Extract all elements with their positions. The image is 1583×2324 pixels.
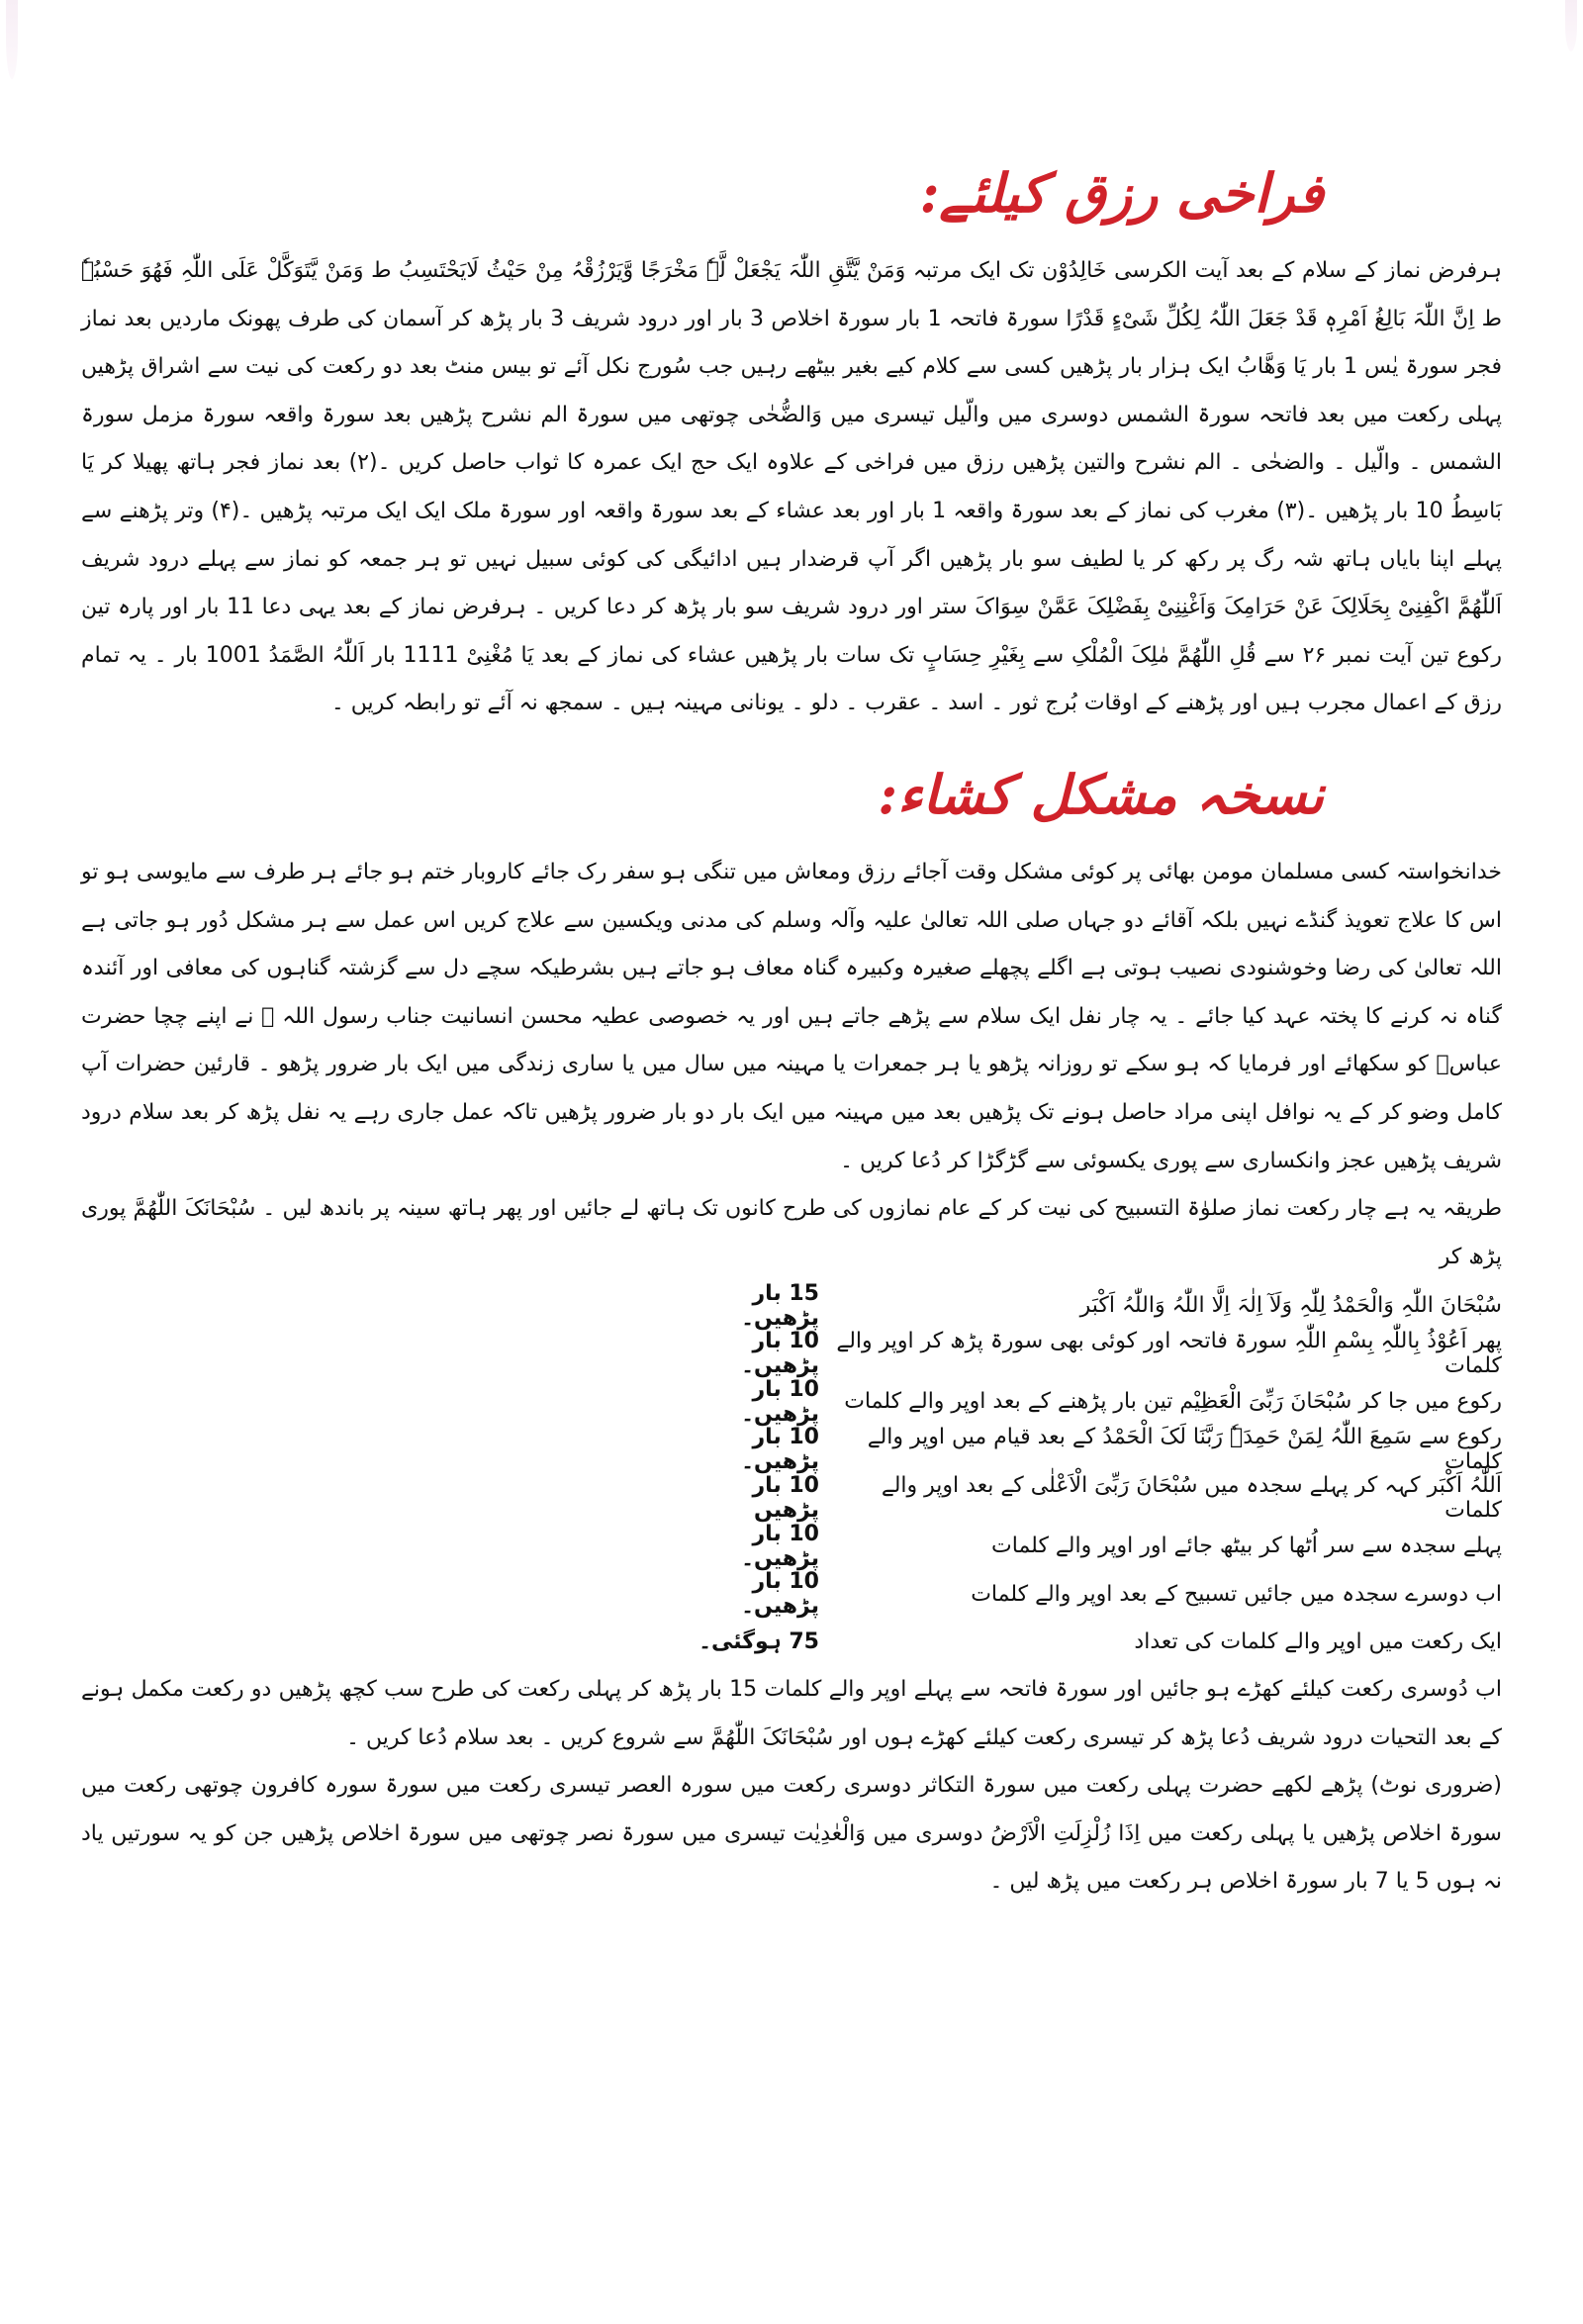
rizq-paragraph: ہرفرض نماز کے سلام کے بعد آیت الکرسی خَالِدُوْن تک ایک مرتبہ وَمَنْ یَّتَّقِ اللّٰہَ یَجْعَلْ لَّہٗ مَخْرَجًا وَّیَرْزُقْہُ مِنْ حَیْثُ لَایَحْتَسِبُ ط وَمَنْ یَّتَوَکَّلْ عَلَی اللّٰہِ فَھُوَ حَسْبُہٗ ط اِنَّ اللّٰہَ بَالِغُ اَمْرِہٖ قَدْ جَعَلَ اللّٰہُ لِکُلِّ شَیْءٍ قَدْرًا سورۃ فاتحہ 1 بار سورۃ اخلاص 3 بار اور درود شریف 3 بار پڑھ کر آسمان کی طرف پھونک ماردیں بعد نماز فجر سورۃ یٰس 1 بار یَا وَھَّابُ ایک ہزار بار پڑھیں کسی سے کلام کیے بغیر بیٹھے رہیں جب سُورج نکل آئے تو بیس منٹ بعد دو رکعت کی نیت سے اشراق پڑھیں پہلی رکعت میں بعد فاتحہ سورۃ الشمس دوسری میں والّیل تیسری میں وَالضُّحٰی چوتھی میں سورۃ الم نشرح پڑھیں بعد سورۃ واقعہ سورۃ مزمل سورۃ الشمس ۔ والّیل ۔ والضحٰی ۔ الم نشرح والتین پڑھیں رزق میں فراخی کے علاوہ ایک حج ایک عمرہ کا ثواب حاصل کریں ۔(۲) بعد نماز فجر ہاتھ پھیلا کر یَا بَاسِطُ 10 بار پڑھیں ۔(۳) مغرب کی نماز کے بعد سورۃ واقعہ 1 بار اور بعد عشاء کے بعد سورۃ واقعہ اور سورۃ ملک ایک ایک مرتبہ پڑھیں ۔(۴) وتر پڑھنے سے پہلے اپنا بایاں ہاتھ شہ رگ پر رکھ کر یا لطیف سو بار پڑھیں اگر آپ قرضدار ہیں ادائیگی کی کوئی سبیل نہیں تو ہر جمعہ کو نماز سے پہلے درود شریف اَللّٰھُمَّ اکْفِنِیْ بِحَلَالِکَ عَنْ حَرَامِکَ وَاَغْنِنِیْ بِفَضْلِکَ عَمَّنْ سِوَاکَ ستر اور درود شریف سو بار پڑھ کر دعا کریں ۔ ہرفرض نماز کے بعد یہی دعا 11 بار اور پارہ تین رکوع تین آیت نمبر ۲۶ سے قُلِ اللّٰھُمَّ مٰلِکَ الْمُلْکِ سے بِغَیْرِ حِسَابٍ تک سات بار پڑھیں عشاء کی نماز کے بعد یَا مُغْنِیْ 1111 بار اَللّٰہُ الصَّمَدُ 1001 بار ۔ یہ تمام رزق کے اعمال مجرب ہیں اور پڑھنے کے اوقات بُرج ثور ۔ اسد ۔ عقرب ۔ دلو ۔ یونانی مہینہ ہیں ۔ سمجھ نہ آئے تو رابطہ کریں ۔ [81, 258, 1503, 716]
page-corner-decoration [1565, 0, 1577, 51]
step-count: 10 بار پڑھیں۔ [741, 1425, 819, 1475]
step-text: اَللّٰہُ اَکْبَر کہہ کر پہلے سجدہ میں سُبْحَانَ رَبِّیَ الْاَعْلٰی کے بعد اوپر والے کلمات [881, 1472, 1502, 1523]
method-paragraph: طریقہ یہ ہے چار رکعت نماز صلوٰۃ التسبیح کی نیت کر کے عام نمازوں کی طرح کانوں تک ہاتھ لے جائیں اور پھر ہاتھ سینہ پر باندھ لیں ۔ سُبْحَانَکَ اللّٰھُمَّ پوری پڑھ کر [81, 1196, 1502, 1269]
list-item [81, 1618, 1502, 1666]
page-corner-decoration [6, 0, 18, 79]
list-item [81, 1474, 1502, 1523]
document-page [81, 148, 1502, 1906]
list-item [81, 1426, 1502, 1474]
second-rakat-paragraph: اب دُوسری رکعت کیلئے کھڑے ہو جائیں اور سورۃ فاتحہ سے پہلے اوپر والے کلمات 15 بار پڑھ کر پہلی رکعت کی طرح سب کچھ پڑھیں دو رکعت مکمل ہونے کے بعد التحیات درود شریف دُعا پڑھ کر تیسری رکعت کیلئے کھڑے ہوں اور سُبْحَانَکَ اللّٰھُمَّ سے شروع کریں ۔ بعد سلام دُعا کریں ۔ [81, 1677, 1502, 1750]
list-item [81, 1377, 1502, 1426]
list-item [81, 1570, 1502, 1619]
important-note-paragraph: (ضروری نوٹ) پڑھے لکھے حضرت پہلی رکعت میں سورۃ التکاثر دوسری رکعت میں سورہ العصر تیسری رکعت میں سورۃ سورہ کافرون چوتھی رکعت میں سورۃ اخلاص پڑھیں یا پہلی رکعت میں اِذَا زُلْزِلَتِ الْاَرْضُ دوسری میں وَالْعٰدِیٰت تیسری میں سورۃ نصر چوتھی میں سورۃ اخلاص پڑھیں جن کو یہ سورتیں یاد نہ ہوں 5 یا 7 بار سورۃ اخلاص ہر رکعت میں پڑھ لیں ۔ [81, 1773, 1502, 1895]
tasbih-steps-list [81, 1281, 1502, 1666]
step-text: ایک رکعت میں اوپر والے کلمات کی تعداد [1134, 1629, 1502, 1655]
mushkil-kusha-intro: خدانخواستہ کسی مسلمان مومن بھائی پر کوئی مشکل وقت آجائے رزق ومعاش میں تنگی ہو سفر رک جائے کاروبار ختم ہو جائے ہر طرف سے مایوسی ہو تو اس کا علاج تعویذ گنڈے نہیں بلکہ آقائے دو جہاں صلی اللہ تعالیٰ علیہ وآلہ وسلم کی مدنی ویکسین سے علاج کریں اس عمل سے ہر مشکل دُور ہو جاتی ہے اللہ تعالیٰ کی رضا وخوشنودی نصیب ہوتی ہے اگلے پچھلے صغیرہ وکبیرہ گناہ معاف ہو جاتے ہیں بشرطیکہ سچے دل سے گزشتہ گناہوں کی معافی اور آئندہ گناہ نہ کرنے کا پختہ عہد کیا جائے ۔ یہ چار نفل ایک سلام سے پڑھے جاتے ہیں اور یہ خصوصی عطیہ محسن انسانیت جناب رسول اللہ ﷺ نے اپنے چچا حضرت عباسؓ کو سکھائے اور فرمایا کہ ہو سکے تو روزانہ پڑھو یا ہر جمعرات یا مہینہ میں سال میں یا ساری زندگی میں ایک بار ضرور پڑھو ۔ قارئین حضرات آپ کامل وضو کر کے یہ نوافل اپنی مراد حاصل ہونے تک پڑھیں بعد میں مہینہ میں ایک بار دو بار ضرور پڑھیں تاکہ عمل جاری رہے یہ نفل پڑھ کر بعد سلام درود شریف پڑھیں عجز وانکساری سے پوری یکسوئی سے گڑگڑا کر دُعا کریں ۔ [81, 859, 1502, 1173]
step-text: پہلے سجدہ سے سر اُٹھا کر بیٹھ جائے اور اوپر والے کلمات [991, 1534, 1502, 1559]
section-heading-rizq: فراخی رزق کیلئے: [919, 161, 1324, 225]
step-count: 15 بار پڑھیں۔ [741, 1280, 819, 1331]
step-text: رکوع میں جا کر سُبْحَانَ رَبِّیَ الْعَظِیْم تین بار پڑھنے کے بعد اوپر والے کلمات [844, 1389, 1502, 1415]
list-item [81, 1281, 1502, 1330]
list-item [81, 1330, 1502, 1378]
step-text: رکوع سے سَمِعَ اللّٰہُ لِمَنْ حَمِدَہٗ رَبَّنَا لَکَ الْحَمْدُ کے بعد قیام میں اوپر والے کلمات [867, 1425, 1502, 1475]
step-count: 75 ہوگئی۔ [698, 1629, 819, 1655]
step-count: 10 بار پڑھیں۔ [741, 1521, 819, 1571]
step-text: سُبْحَانَ اللّٰہِ وَالْحَمْدُ لِلّٰہِ وَلَآ اِلٰہَ اِلَّا اللّٰہُ وَاللّٰہُ اَکْبَر [1079, 1293, 1502, 1319]
step-count: 10 بار پڑھیں۔ [741, 1329, 819, 1379]
step-count: 10 بار پڑھیں [752, 1472, 819, 1523]
step-text: اب دوسرے سجدہ میں جائیں تسبیح کے بعد اوپر والے کلمات [971, 1581, 1502, 1607]
section-heading-mushkil-kusha: نسخہ مشکل کشاء: [878, 762, 1324, 826]
step-count: 10 بار پڑھیں۔ [741, 1569, 819, 1620]
step-count: 10 بار پڑھیں۔ [741, 1376, 819, 1427]
list-item [81, 1522, 1502, 1570]
step-text: پھر اَعُوْذُ بِاللّٰہِ بِسْمِ اللّٰہِ سورۃ فاتحہ اور کوئی بھی سورۃ پڑھ کر اوپر والے کلمات [836, 1329, 1502, 1379]
